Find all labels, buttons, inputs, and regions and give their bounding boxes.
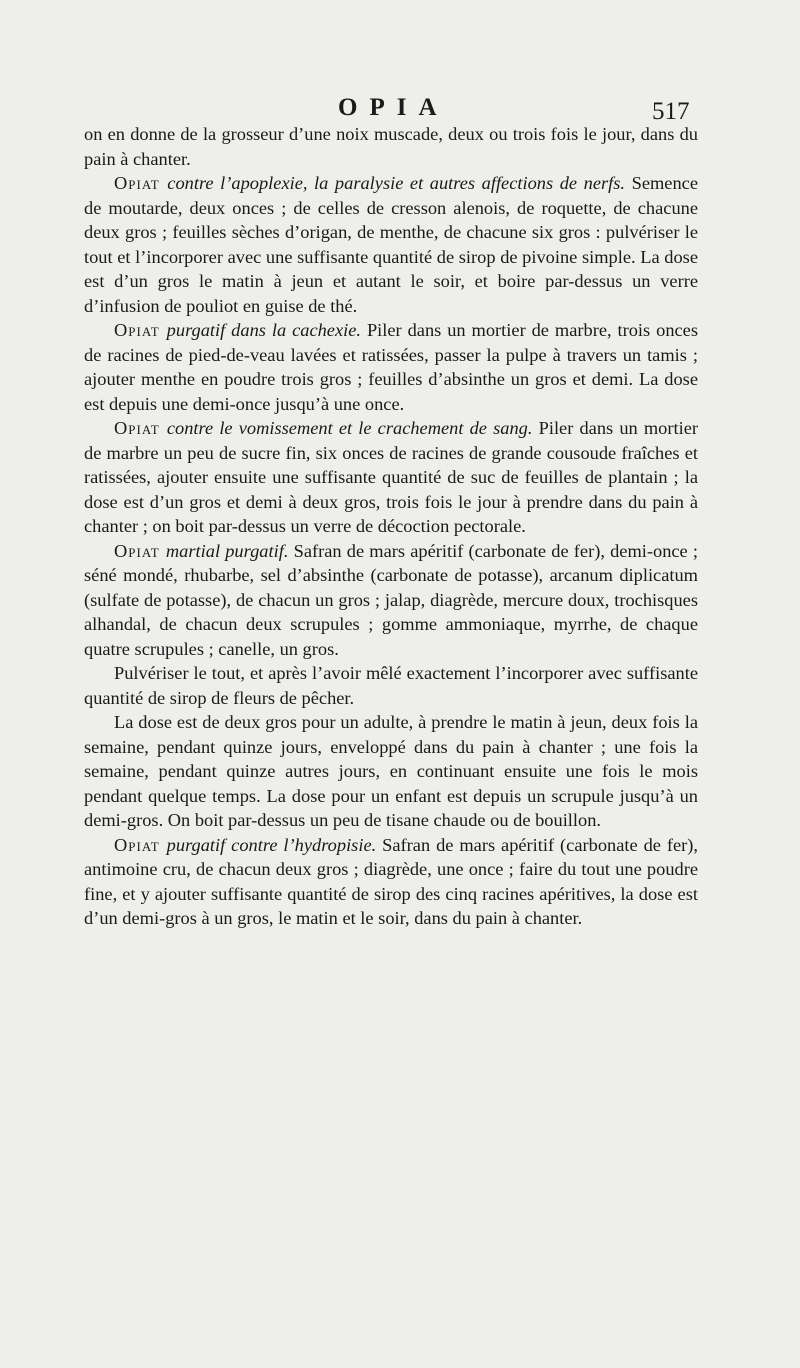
- entry-title: purgatif dans la cachexie.: [166, 320, 361, 340]
- paragraph-text: Pulvériser le tout, et après l’avoir mêlé exactement l’incorporer avec suffisante quantité de sirop de fleurs de pêcher.: [84, 663, 698, 708]
- paragraph: [84, 833, 698, 931]
- page-number: 517: [652, 98, 690, 125]
- entry-head: Opiat: [114, 834, 167, 855]
- entry-title: martial purgatif.: [165, 540, 289, 561]
- paragraph-text: Piler dans un mortier de marbre un peu de sucre fin, six onces de racines de grande cousoude fraîches et ratissées, ajouter ensuite une suffisante quantité de suc de feuilles de plantain ; la dose est d’un gros et demi à deux gros, trois fois le jour à prendre dans du pain à chanter ; on boit par-dessus un verre de décoction pectorale.: [84, 418, 699, 536]
- paragraph: [84, 661, 698, 710]
- entry-title: contre le vomissement et le crachement de sang.: [166, 418, 533, 438]
- entry-head: Opiat: [114, 418, 167, 438]
- paragraph-text: Safran de mars apéritif (carbonate de fer), antimoine cru, de chacun deux gros ; diagrède, une once ; faire du tout une poudre fine, et y ajouter suffisante quantité de sirop des cinq racines apéritives, la dose est d’un demi-gros à un gros, le matin et le soir, dans du pain à chanter.: [84, 834, 699, 928]
- paragraph: [84, 416, 698, 539]
- running-title: OPIA: [338, 94, 449, 121]
- paragraph-text: Semence de moutarde, deux onces ; de celles de cresson alenois, de roquette, de chacune deux gros ; feuilles sèches d’origan, de menthe, de chacune six gros : pulvériser le tout et l’incorporer avec une suffisante quantité de sirop de pivoine simple. La dose est d’un gros le matin à jeun et autant le soir, et boire par-dessus un verre d’infusion de pouliot en guise de thé.: [84, 173, 698, 316]
- paragraph-text: on en donne de la grosseur d’une noix muscade, deux ou trois fois le jour, dans du pain à chanter.: [84, 124, 698, 169]
- body-text: [84, 122, 698, 931]
- paragraph-text: Safran de mars apéritif (carbonate de fer), demi-once ; séné mondé, rhubarbe, sel d’absinthe (carbonate de potasse), arcanum diplicatum (sulfate de potasse), de chacun un gros ; jalap, diagrède, mercure doux, trochisques alhandal, de chacun deux scrupules ; gomme ammoniaque, myrrhe, de chaque quatre scrupules ; canelle, un gros.: [84, 540, 699, 659]
- entry-head: Opiat: [114, 320, 167, 340]
- paragraph: [84, 171, 698, 318]
- entry-head: Opiat: [114, 540, 166, 561]
- paragraph-text: La dose est de deux gros pour un adulte, à prendre le matin à jeun, deux fois la semaine, pendant quinze jours, enveloppé dans du pain à chanter ; une fois la semaine, pendant quinze autres jours, en continuant ensuite une fois le mois pendant quelque temps. La dose pour un enfant est depuis un scrupule jusqu’à un demi-gros. On boit par-dessus un peu de tisane chaude ou de bouillon.: [84, 712, 698, 830]
- entry-title: contre l’apoplexie, la paralysie et autres affections de nerfs.: [167, 173, 626, 193]
- paragraph: [84, 539, 698, 662]
- paragraph: [84, 710, 698, 833]
- paragraph: [84, 318, 698, 416]
- paragraph-text: Piler dans un mortier de marbre, trois onces de racines de pied-de-veau lavées et ratissées, passer la pulpe à travers un tamis ; ajouter menthe en poudre trois gros ; feuilles d’absinthe un gros et demi. La dose est depuis une demi-once jusqu’à une once.: [84, 320, 698, 414]
- entry-title: purgatif contre l’hydropisie.: [166, 834, 377, 855]
- entry-head: Opiat: [114, 173, 168, 193]
- paragraph: [84, 122, 698, 171]
